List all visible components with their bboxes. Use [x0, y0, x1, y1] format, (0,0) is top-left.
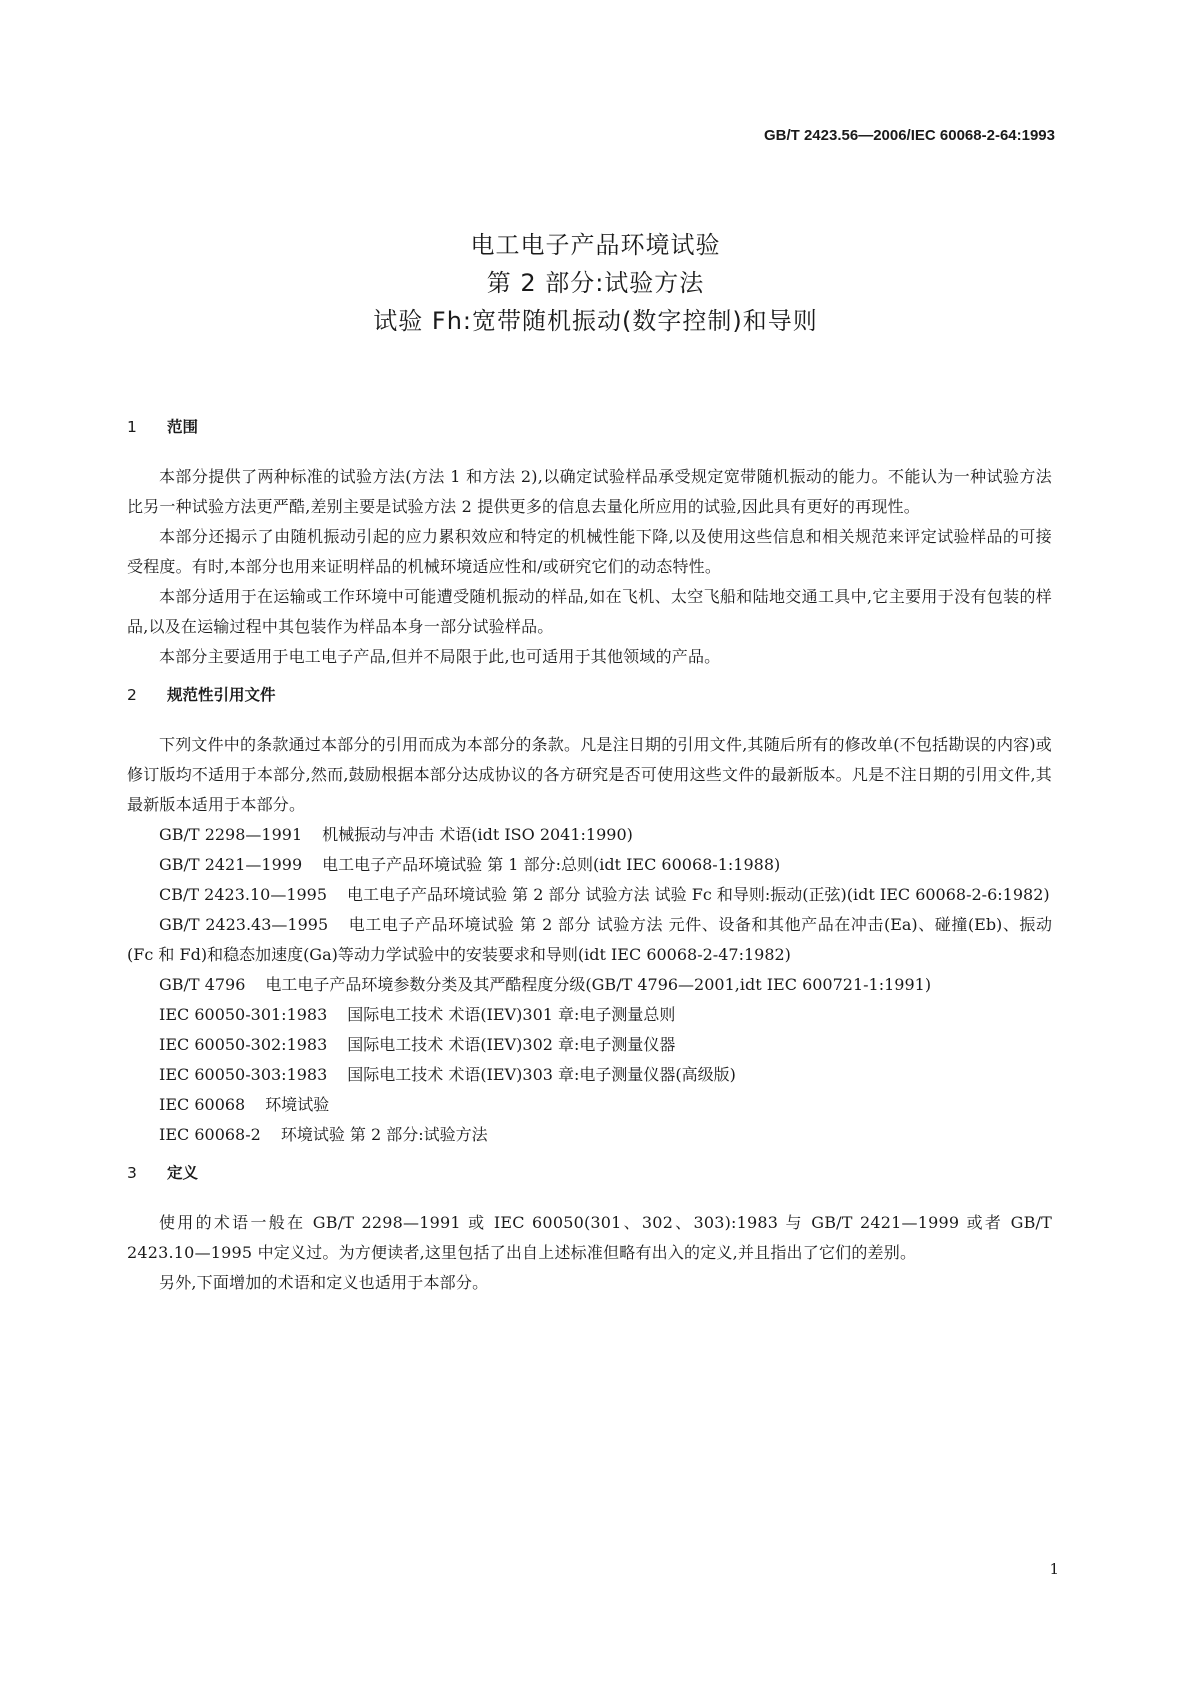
reference-title: 国际电工技术 术语(IEV)303 章:电子测量仪器(高级版) [347, 1065, 736, 1084]
reference-title: 电工电子产品环境参数分类及其严酷程度分级(GB/T 4796—2001,idt IEC 600721-1:1991) [265, 975, 932, 994]
title-line-3: 试验 Fh:宽带随机振动(数字控制)和导则 [373, 307, 818, 335]
document-body [127, 410, 1052, 1298]
section-title: 定义 [167, 1164, 199, 1182]
paragraph: 使用的术语一般在 GB/T 2298—1991 或 IEC 60050(301、302、303):1983 与 GB/T 2421—1999 或者 GB/T 2423.10—1995 中定义过。为方便读者,这里包括了出自上述标准但略有出入的定义,并且指出了它们的差别。 [127, 1213, 1052, 1262]
paragraph: 另外,下面增加的术语和定义也适用于本部分。 [159, 1273, 489, 1292]
reference-code: IEC 60050-302:1983 [159, 1035, 328, 1054]
reference-item [127, 1030, 1052, 1060]
section-number: 2 [127, 686, 137, 704]
section-number: 1 [127, 418, 137, 436]
reference-title: 国际电工技术 术语(IEV)301 章:电子测量总则 [347, 1005, 676, 1024]
reference-title: 环境试验 [265, 1095, 330, 1114]
title-line-2: 第 2 部分:试验方法 [486, 269, 705, 297]
reference-item [127, 1060, 1052, 1090]
reference-item [127, 1000, 1052, 1030]
reference-code: GB/T 4796 [159, 975, 246, 994]
reference-code: IEC 60050-301:1983 [159, 1005, 328, 1024]
reference-title: 环境试验 第 2 部分:试验方法 [280, 1125, 488, 1144]
section-title: 范围 [167, 418, 199, 436]
reference-code: IEC 60068 [159, 1095, 246, 1114]
section-heading-scope [127, 410, 1052, 444]
section-heading-definitions [127, 1156, 1052, 1190]
reference-code: IEC 60068-2 [159, 1125, 261, 1144]
reference-item [127, 820, 1052, 850]
reference-title: 机械振动与冲击 术语(idt ISO 2041:1990) [322, 825, 633, 844]
reference-item [127, 880, 1052, 910]
reference-code: GB/T 2423.43—1995 [159, 915, 329, 934]
reference-item [127, 970, 1052, 1000]
reference-title: 国际电工技术 术语(IEV)302 章:电子测量仪器 [347, 1035, 676, 1054]
reference-title: 电工电子产品环境试验 第 1 部分:总则(idt IEC 60068-1:1988) [322, 855, 781, 874]
reference-code: GB/T 2421—1999 [159, 855, 303, 874]
reference-title: 电工电子产品环境试验 第 2 部分 试验方法 试验 Fc 和导则:振动(正弦)(idt IEC 60068-2-6:1982) [347, 885, 1050, 904]
reference-item [127, 1120, 1052, 1150]
reference-code: IEC 60050-303:1983 [159, 1065, 328, 1084]
reference-code: CB/T 2423.10—1995 [159, 885, 328, 904]
title-block [0, 226, 1191, 340]
title-line-1: 电工电子产品环境试验 [470, 231, 721, 259]
reference-item [127, 910, 1052, 970]
reference-item [127, 850, 1052, 880]
paragraph: 本部分提供了两种标准的试验方法(方法 1 和方法 2),以确定试验样品承受规定宽带随机振动的能力。不能认为一种试验方法比另一种试验方法更严酷,差别主要是试验方法 2 提供更多的信息去量化所应用的试验,因此具有更好的再现性。 [127, 467, 1052, 516]
section-number: 3 [127, 1164, 137, 1182]
paragraph: 下列文件中的条款通过本部分的引用而成为本部分的条款。凡是注日期的引用文件,其随后所有的修改单(不包括勘误的内容)或修订版均不适用于本部分,然而,鼓励根据本部分达成协议的各方研究是否可使用这些文件的最新版本。凡是不注日期的引用文件,其最新版本适用于本部分。 [127, 735, 1052, 814]
paragraph: 本部分还揭示了由随机振动引起的应力累积效应和特定的机械性能下降,以及使用这些信息和相关规范来评定试验样品的可接受程度。有时,本部分也用来证明样品的机械环境适应性和/或研究它们的动态特性。 [127, 527, 1052, 576]
paragraph: 本部分主要适用于电工电子产品,但并不局限于此,也可适用于其他领域的产品。 [159, 647, 721, 666]
reference-title: 电工电子产品环境试验 第 2 部分 试验方法 元件、设备和其他产品在冲击(Ea)、碰撞(Eb)、振动(Fc 和 Fd)和稳态加速度(Ga)等动力学试验中的安装要求和导则(idt IEC 60068-2-47:1982) [127, 915, 1052, 964]
reference-item [127, 1090, 1052, 1120]
standard-code: GB/T 2423.56—2006/IEC 60068-2-64:1993 [763, 127, 1055, 144]
page-number: 1 [1049, 1560, 1059, 1578]
section-title: 规范性引用文件 [167, 686, 276, 704]
reference-code: GB/T 2298—1991 [159, 825, 303, 844]
section-heading-normative-references [127, 678, 1052, 712]
paragraph: 本部分适用于在运输或工作环境中可能遭受随机振动的样品,如在飞机、太空飞船和陆地交通工具中,它主要用于没有包装的样品,以及在运输过程中其包装作为样品本身一部分试验样品。 [127, 587, 1052, 636]
